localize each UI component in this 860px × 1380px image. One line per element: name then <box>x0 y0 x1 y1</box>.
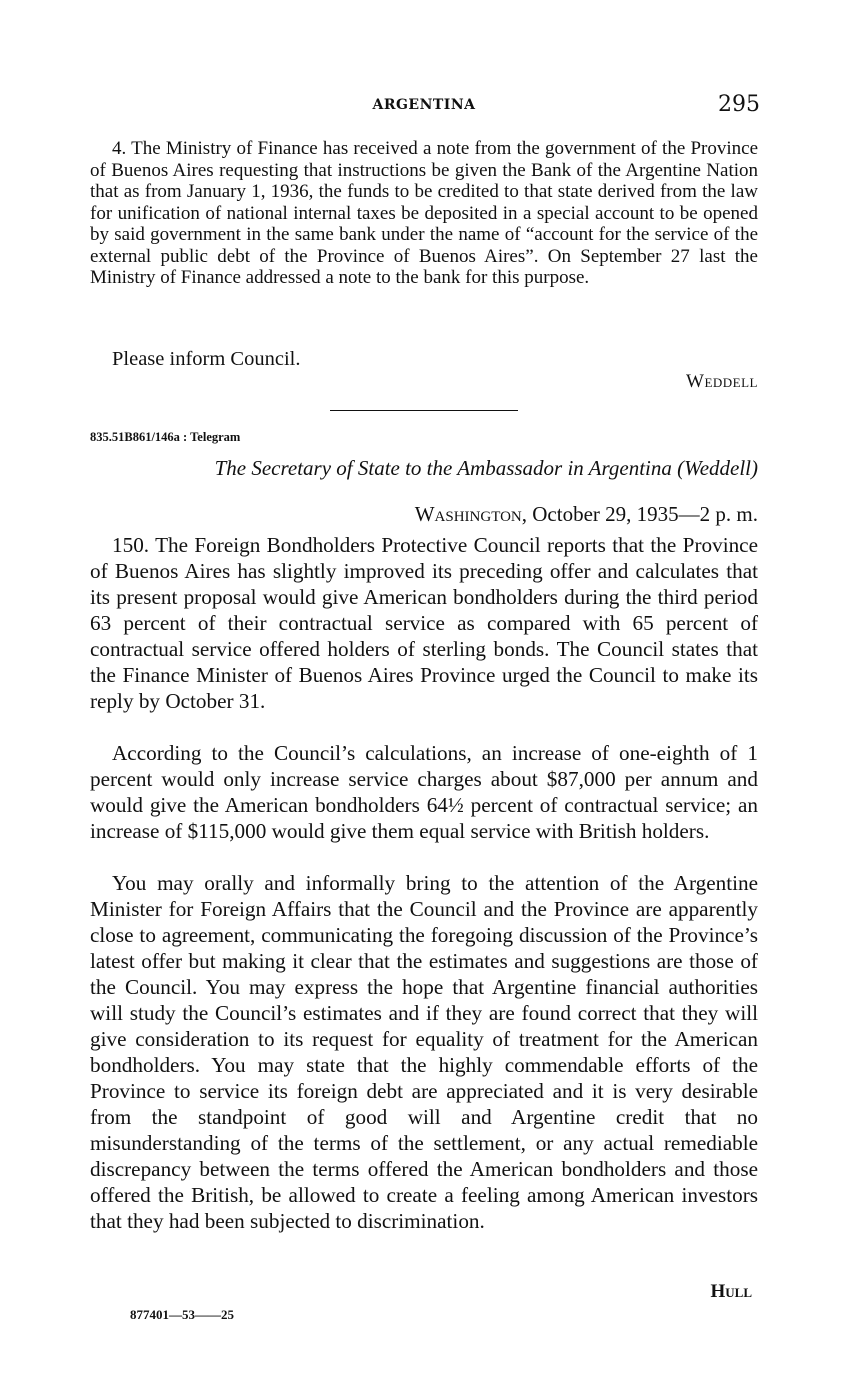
document-heading: The Secretary of State to the Ambassador in Argentina (Weddell) <box>214 456 758 480</box>
dateline-date: , October 29, 1935—2 p. m. <box>521 502 758 526</box>
running-title: ARGENTINA <box>372 97 476 113</box>
telegram-signature: Hull <box>710 1281 752 1302</box>
telegram-paragraph-3: You may orally and informally bring to the attention of the Argentine Minister for Foreign Affairs that the Council and the Province are apparently close to agreement, communicating the foregoing discussion of the Province’s latest offer but making it clear that the estimates and suggestions are those of the Council. You may express the hope that Argentine financial authorities will study the Council’s estimates and if they are found correct that they will give consideration to its request for equality of treatment for the American bondholders. You may state that the highly commendable efforts of the Province to service its foreign debt are appreciated and it is very desirable from the standpoint of good will and Argentine credit that no misunderstanding of the terms of the settlement, or any actual remediable discrepancy between the terms offered the American bondholders and those offered the British, be allowed to create a feeling among American investors that they had been subjected to discrimination. <box>90 871 758 1233</box>
memo-closing-line: Please inform Council. <box>112 348 301 370</box>
section-separator <box>330 410 518 411</box>
memo-signature: Weddell <box>686 371 758 392</box>
running-head <box>88 92 760 122</box>
memo-paragraph-4: 4. The Ministry of Finance has received a note from the government of the Province of Buenos Aires requesting that instructions be given the Bank of the Argentine Nation that as from January 1, 1936, the funds to be credited to that state derived from the law for unification of national internal taxes be deposited in a special account to be opened by said government in the same bank under the name of “account for the service of the external public debt of the Province of Buenos Aires”. On September 27 last the Ministry of Finance addressed a note to the bank for this purpose. <box>90 138 758 288</box>
telegram-paragraph-1: 150. The Foreign Bondholders Protective Council reports that the Province of Buenos Aires has slightly improved its preceding offer and calculates that its present proposal would give American bondholders during the third period 63 percent of their contractual service as compared with 65 percent of contractual service offered holders of sterling bonds. The Council states that the Finance Minister of Buenos Aires Province urged the Council to make its reply by October 31. <box>90 533 758 713</box>
page-number: 295 <box>718 92 760 117</box>
telegram-paragraph-2: According to the Council’s calculations, an increase of one-eighth of 1 percent would only increase service charges about $87,000 per annum and would give the American bondholders 64½ percent of contractual service; an increase of $115,000 would give them equal service with British holders. <box>90 741 758 843</box>
dateline <box>415 502 758 527</box>
file-number: 835.51B861/146a : Telegram <box>90 430 241 444</box>
footer-print-code: 877401—53——25 <box>130 1307 234 1322</box>
dateline-place: Washington <box>414 502 522 526</box>
